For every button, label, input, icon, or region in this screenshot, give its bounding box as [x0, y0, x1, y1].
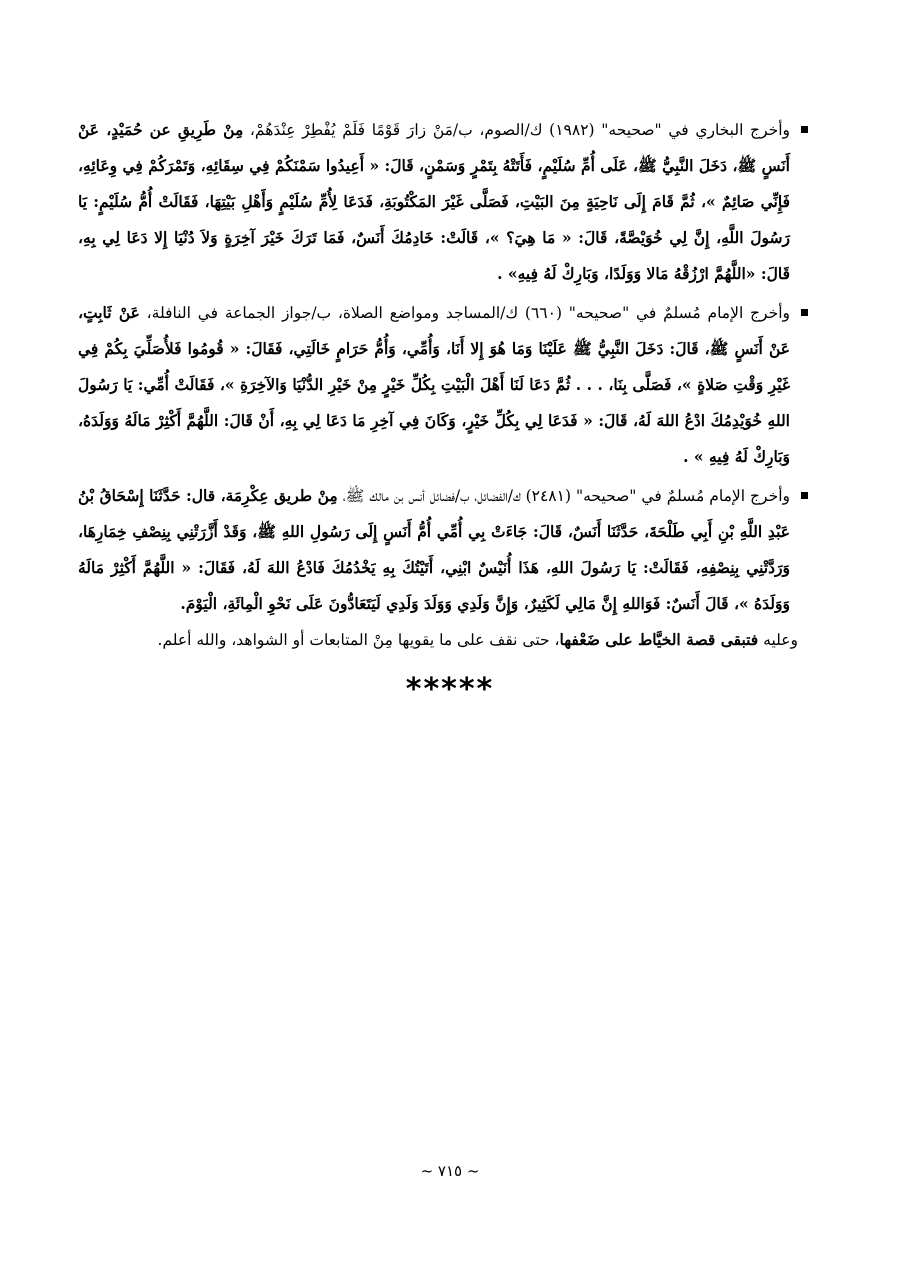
hadith-text: مِنْ طريق عِكْرِمَة، قال: حَدَّثَنَا إِسْحَاقُ بْنُ عَبْدِ اللَّهِ بْنِ أَبِي طَلْحَةَ، حَدَّثَنَا أَنَسٌ، قَالَ: جَاءَتْ بِي أُمِّي أُمُّ أَنَسٍ إِلَى رَسُولِ اللهِ ﷺ، وَقَدْ أَزَّرَتْنِي بِنِصْفِ خِمَارِهَا، وَرَدَّتْنِي بِنِصْفِهِ، فَقَالَتْ: يَا رَسُولَ اللهِ، هَذَا أُنَيْسٌ ابْنِي، أَتَيْتُكَ بِهِ يَخْدُمُكَ فَادْعُ اللهَ لَهُ، فَقَالَ: « اللَّهُمَّ أَكْثِرْ مَالَهُ وَوَلَدَهُ »، قَالَ أَنَسٌ: فَوَاللهِ إِنَّ مَالِي لَكَثِيرٌ، وَإِنَّ وَلَدِي وَوَلَدَ وَلَدِي لَيَتَعَادُّونَ عَلَى نَحْوِ الْمِائَةِ، الْيَوْمَ.	[78, 486, 790, 613]
hadith-text: عَنْ ثَابِتٍ، عَنْ أَنَسٍ ﷺ، قَالَ: دَخَلَ النَّبِيُّ ﷺ عَلَيْنَا وَمَا هُوَ إِلا أَنَا، وَأُمِّي، وَأُمُّ حَرَامٍ خَالَتِي، فَقَالَ: « قُومُوا فَلأُصَلِّيَ بِكُمْ فِي غَيْرِ وَقْتِ صَلاةٍ »، فَصَلَّى بِنَا، . . . ثُمَّ دَعَا لَنَا أَهْلَ الْبَيْتِ بِكُلِّ خَيْرٍ مِنْ خَيْرِ الدُّنْيَا وَالآخِرَةِ »، فَقَالَتْ أُمِّي: يَا رَسُولَ اللهِ خُوَيْدِمُكَ ادْعُ اللهَ لَهُ، قَالَ: « فَدَعَا لِي بِكُلِّ خَيْرٍ، وَكَانَ فِي آخِرِ مَا دَعَا لِي بِهِ، أَنْ قَالَ: اللَّهُمَّ أَكْثِرْ مَالَهُ وَوَلَدَهُ، وَبَارِكْ لَهُ فِيهِ » .	[78, 303, 790, 466]
hadith-paragraph-muslim-660	[78, 295, 808, 475]
hadith-paragraph-bukhari	[78, 112, 808, 292]
bullet-square-icon	[801, 492, 808, 499]
conclusion-prefix: وعليه	[758, 631, 798, 649]
source-citation: وأخرج الإمام مُسلمٌ في "صحيحه" (٢٤٨١) ك/الفضائل، ب/فضائل أنس بن مالك ﷺ،	[337, 487, 790, 505]
page-body	[78, 112, 808, 655]
bullet-square-icon	[801, 126, 808, 133]
source-citation: وأخرج البخاري في "صحيحه" (١٩٨٢) ك/الصوم، ب/مَنْ زارَ قَوْمًا فَلَمْ يُفْطِرْ عِنْدَهُمْ،	[243, 121, 790, 139]
source-citation: وأخرج الإمام مُسلمٌ في "صحيحه" (٦٦٠) ك/المساجد ومواضع الصلاة، ب/جواز الجماعة في النافلة،	[139, 304, 790, 322]
page-number: ~ ٧١٥ ~	[420, 1162, 480, 1180]
conclusion-paragraph	[78, 625, 808, 655]
conclusion-verdict: فتبقى قصة الخيَّاط على ضَعْفها	[559, 630, 759, 649]
hadith-text: مِنْ طَرِيقِ عن حُمَيْدٍ، عَنْ أَنَسٍ ﷺ، دَخَلَ النَّبِيُّ ﷺ، عَلَى أُمِّ سُلَيْمٍ، فَأَتَتْهُ بِتَمْرٍ وَسَمْنٍ، قَالَ: « أَعِيدُوا سَمْنَكُمْ فِي سِقَائِهِ، وَتَمْرَكُمْ فِي وِعَائِهِ، فَإِنِّي صَائِمٌ »، ثُمَّ قَامَ إِلَى نَاحِيَةٍ مِنَ البَيْتِ، فَصَلَّى غَيْرَ المَكْتُوبَةِ، فَدَعَا لِأُمِّ سُلَيْمٍ وَأَهْلِ بَيْتِهَا، فَقَالَتْ أُمُّ سُلَيْمٍ: يَا رَسُولَ اللَّهِ، إِنَّ لِي خُوَيْصَّةً، قَالَ: « مَا هِيَ؟ »، قَالَتْ: خَادِمُكَ أَنَسٌ، فَمَا تَرَكَ خَيْرَ آخِرَةٍ وَلاَ دُنْيَا إِلا دَعَا لِي بِهِ، قَالَ: «اللَّهُمَّ ارْزُقْهُ مَالا وَوَلَدًا، وَبَارِكْ لَهُ فِيهِ» .	[78, 120, 790, 283]
section-separator: *****	[405, 672, 495, 707]
bullet-square-icon	[801, 309, 808, 316]
hadith-paragraph-muslim-2481	[78, 478, 808, 622]
conclusion-suffix: ، حتى نقف على ما يقويها مِنْ المتابعات أو الشواهد، والله أعلم.	[157, 631, 560, 649]
